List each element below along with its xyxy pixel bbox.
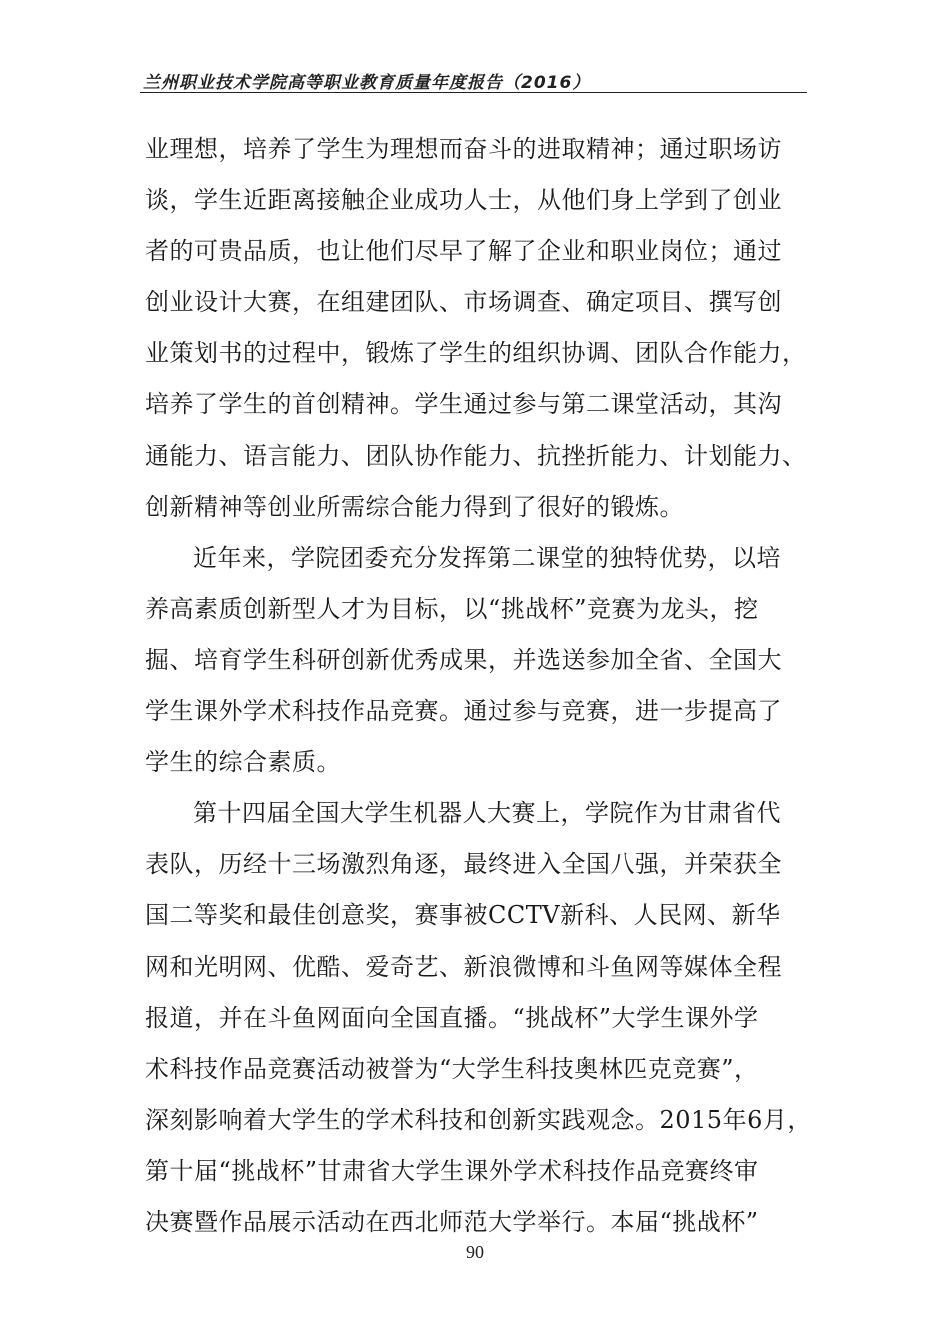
text-line: 第十届“挑战杯”甘肃省大学生课外学术科技作品竞赛终审 xyxy=(145,1156,759,1185)
text-line: 学生课外学术科技作品竞赛。通过参与竞赛，进一步提高了 xyxy=(145,697,782,726)
text-line: 培养了学生的首创精神。学生通过参与第二课堂活动，其沟 xyxy=(145,390,782,419)
text-line: 近年来，学院团委充分发挥第二课堂的独特优势，以培 xyxy=(193,543,781,572)
page-number: 90 xyxy=(466,1242,484,1262)
text-line: 养高素质创新型人才为目标，以“挑战杯”竞赛为龙头，挖 xyxy=(145,594,759,623)
text-line: 创新精神等创业所需综合能力得到了很好的锻炼。 xyxy=(145,492,684,521)
body-text xyxy=(145,124,812,1248)
text-line: 第十四届全国大学生机器人大赛上，学院作为甘肃省代 xyxy=(193,799,781,828)
text-line: 通能力、语言能力、团队协作能力、抗挫折能力、计划能力、 xyxy=(145,441,807,470)
text-line: 学生的综合素质。 xyxy=(145,748,341,777)
text-line: 报道，并在斗鱼网面向全国直播。“挑战杯”大学生课外学 xyxy=(145,1003,759,1032)
running-header: 兰州职业技术学院高等职业教育质量年度报告（2016） xyxy=(143,73,591,93)
header-rule xyxy=(140,92,807,93)
text-line: 掘、培育学生科研创新优秀成果，并选送参加全省、全国大 xyxy=(145,645,782,674)
text-line: 术科技作品竞赛活动被誉为“大学生科技奥林匹克竞赛”， xyxy=(145,1054,759,1083)
text-line: 深刻影响着大学生的学术科技和创新实践观念。2015年6月， xyxy=(145,1105,812,1134)
text-line: 者的可贵品质，也让他们尽早了解了企业和职业岗位；通过 xyxy=(145,237,782,266)
text-line: 业理想，培养了学生为理想而奋斗的进取精神；通过职场访 xyxy=(145,135,782,163)
text-line: 国二等奖和最佳创意奖，赛事被CCTV新科、人民网、新华 xyxy=(145,901,781,930)
text-line: 创业设计大赛，在组建团队、市场调查、确定项目、撰写创 xyxy=(145,288,782,317)
text-line: 表队，历经十三场激烈角逐，最终进入全国八强，并荣获全 xyxy=(145,850,782,879)
text-line: 谈，学生近距离接触企业成功人士，从他们身上学到了创业 xyxy=(145,186,782,215)
text-line: 决赛暨作品展示活动在西北师范大学举行。本届“挑战杯” xyxy=(145,1207,759,1236)
text-line: 网和光明网、优酷、爱奇艺、新浪微博和斗鱼网等媒体全程 xyxy=(145,952,782,981)
text-line: 业策划书的过程中，锻炼了学生的组织协调、团队合作能力， xyxy=(145,339,807,368)
